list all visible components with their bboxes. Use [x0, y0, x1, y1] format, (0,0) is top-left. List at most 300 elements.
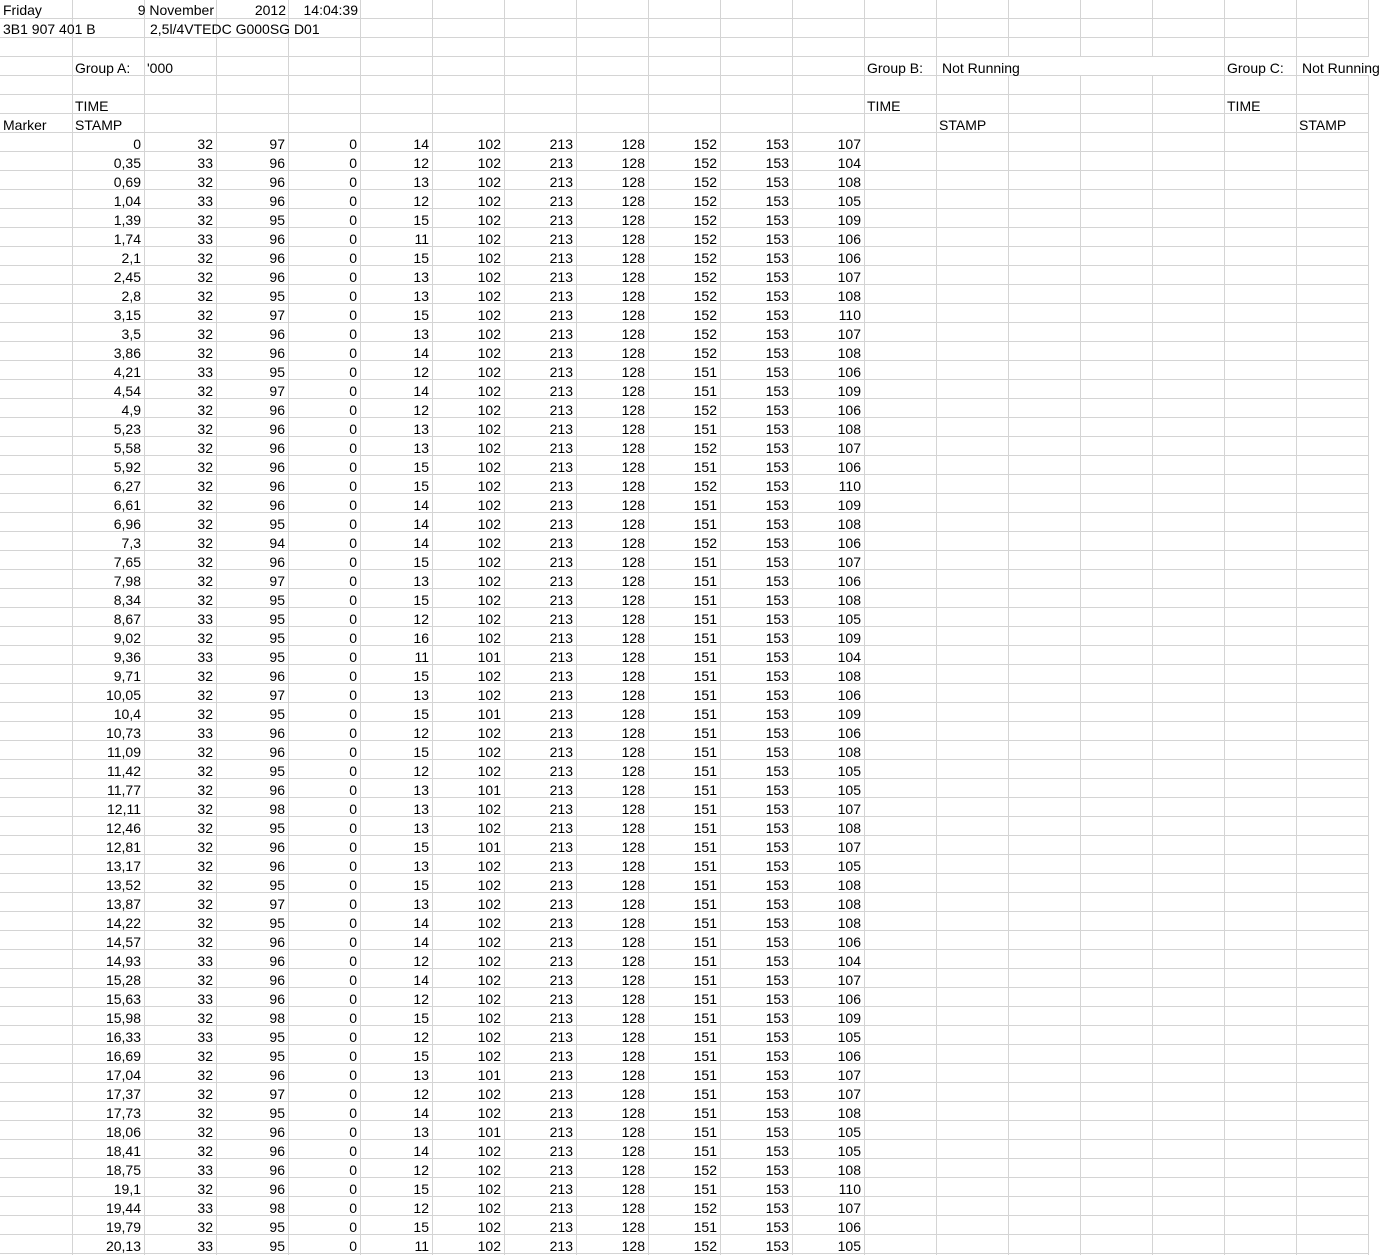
data-cell[interactable]: 105 [837, 1029, 861, 1045]
data-cell[interactable]: 32 [197, 630, 213, 646]
data-cell[interactable]: 151 [693, 1067, 717, 1083]
data-cell[interactable]: 95 [269, 915, 285, 931]
data-cell[interactable]: 96 [269, 1124, 285, 1140]
time-stamp-cell[interactable]: 18,06 [105, 1124, 141, 1140]
data-cell[interactable]: 153 [765, 839, 789, 855]
data-cell[interactable]: 101 [477, 706, 501, 722]
time-stamp-cell[interactable]: 19,44 [105, 1200, 141, 1216]
data-cell[interactable]: 153 [765, 155, 789, 171]
data-cell[interactable]: 106 [837, 1048, 861, 1064]
data-cell[interactable]: 15 [413, 877, 429, 893]
data-cell[interactable]: 128 [621, 649, 645, 665]
data-cell[interactable]: 11 [414, 1238, 429, 1254]
data-cell[interactable]: 153 [765, 174, 789, 190]
data-cell[interactable]: 109 [837, 1010, 861, 1026]
time-stamp-cell[interactable]: 2,8 [121, 288, 141, 304]
data-cell[interactable]: 213 [549, 250, 573, 266]
time-stamp-cell[interactable]: 15,28 [105, 972, 141, 988]
data-cell[interactable]: 151 [693, 991, 717, 1007]
data-cell[interactable]: 0 [349, 326, 357, 342]
data-cell[interactable]: 14 [413, 516, 429, 532]
data-cell[interactable]: 128 [621, 193, 645, 209]
data-cell[interactable]: 128 [621, 345, 645, 361]
data-cell[interactable]: 0 [349, 554, 357, 570]
data-cell[interactable]: 108 [837, 592, 861, 608]
data-cell[interactable]: 105 [837, 858, 861, 874]
data-cell[interactable]: 110 [838, 1181, 861, 1197]
data-cell[interactable]: 102 [477, 212, 501, 228]
data-cell[interactable]: 97 [269, 136, 285, 152]
data-cell[interactable]: 32 [197, 459, 213, 475]
time-stamp-cell[interactable]: 13,52 [105, 877, 141, 893]
data-cell[interactable]: 128 [621, 497, 645, 513]
data-cell[interactable]: 11 [414, 231, 429, 247]
time-stamp-cell[interactable]: 2,45 [113, 269, 141, 285]
data-cell[interactable]: 102 [477, 991, 501, 1007]
data-cell[interactable]: 128 [621, 326, 645, 342]
data-cell[interactable]: 12 [413, 1086, 429, 1102]
data-cell[interactable]: 151 [693, 1143, 717, 1159]
data-cell[interactable]: 106 [837, 573, 861, 589]
data-cell[interactable]: 0 [349, 611, 357, 627]
time-stamp-cell[interactable]: 10,05 [105, 687, 141, 703]
group-a-time-header[interactable]: TIME [75, 98, 109, 114]
data-cell[interactable]: 32 [197, 839, 213, 855]
data-cell[interactable]: 0 [349, 858, 357, 874]
data-cell[interactable]: 102 [477, 1200, 501, 1216]
data-cell[interactable]: 0 [349, 801, 357, 817]
data-cell[interactable]: 0 [349, 668, 357, 684]
time-stamp-cell[interactable]: 16,69 [105, 1048, 141, 1064]
data-cell[interactable]: 108 [837, 1105, 861, 1121]
data-cell[interactable]: 213 [549, 1086, 573, 1102]
data-cell[interactable]: 151 [693, 896, 717, 912]
data-cell[interactable]: 0 [349, 991, 357, 1007]
data-cell[interactable]: 13 [413, 801, 429, 817]
data-cell[interactable]: 152 [693, 174, 717, 190]
data-cell[interactable]: 153 [765, 497, 789, 513]
data-cell[interactable]: 96 [269, 250, 285, 266]
data-cell[interactable]: 0 [349, 744, 357, 760]
data-cell[interactable]: 12 [413, 1029, 429, 1045]
data-cell[interactable]: 108 [837, 1162, 861, 1178]
data-cell[interactable]: 213 [549, 820, 573, 836]
time-stamp-cell[interactable]: 12,46 [105, 820, 141, 836]
time-stamp-cell[interactable]: 7,65 [113, 554, 141, 570]
data-cell[interactable]: 102 [477, 307, 501, 323]
data-cell[interactable]: 153 [765, 136, 789, 152]
time-stamp-cell[interactable]: 5,92 [113, 459, 141, 475]
time-stamp-cell[interactable]: 8,34 [113, 592, 141, 608]
data-cell[interactable]: 213 [549, 174, 573, 190]
data-cell[interactable]: 107 [837, 1086, 861, 1102]
data-cell[interactable]: 15 [413, 668, 429, 684]
data-cell[interactable]: 153 [765, 1181, 789, 1197]
data-cell[interactable]: 105 [837, 763, 861, 779]
data-cell[interactable]: 97 [269, 383, 285, 399]
data-cell[interactable]: 213 [549, 1238, 573, 1254]
time-stamp-cell[interactable]: 15,98 [105, 1010, 141, 1026]
data-cell[interactable]: 96 [269, 991, 285, 1007]
data-cell[interactable]: 213 [549, 1048, 573, 1064]
data-cell[interactable]: 0 [349, 535, 357, 551]
data-cell[interactable]: 102 [477, 554, 501, 570]
data-cell[interactable]: 13 [413, 858, 429, 874]
data-cell[interactable]: 105 [837, 611, 861, 627]
data-cell[interactable]: 151 [693, 725, 717, 741]
data-cell[interactable]: 96 [269, 269, 285, 285]
data-cell[interactable]: 102 [477, 1048, 501, 1064]
data-cell[interactable]: 213 [549, 345, 573, 361]
data-cell[interactable]: 102 [477, 516, 501, 532]
data-cell[interactable]: 109 [837, 383, 861, 399]
data-cell[interactable]: 213 [549, 573, 573, 589]
time-stamp-cell[interactable]: 13,87 [105, 896, 141, 912]
data-cell[interactable]: 151 [693, 611, 717, 627]
time-stamp-cell[interactable]: 1,04 [113, 193, 141, 209]
data-cell[interactable]: 106 [837, 1219, 861, 1235]
time-stamp-cell[interactable]: 1,39 [113, 212, 141, 228]
day-cell[interactable]: Friday [3, 2, 42, 18]
time-stamp-cell[interactable]: 9,36 [113, 649, 141, 665]
data-cell[interactable]: 0 [349, 877, 357, 893]
data-cell[interactable]: 128 [621, 782, 645, 798]
data-cell[interactable]: 109 [837, 212, 861, 228]
data-cell[interactable]: 106 [837, 364, 861, 380]
time-stamp-cell[interactable]: 4,9 [121, 402, 141, 418]
data-cell[interactable]: 152 [693, 307, 717, 323]
data-cell[interactable]: 128 [621, 1067, 645, 1083]
data-cell[interactable]: 110 [838, 307, 861, 323]
data-cell[interactable]: 128 [621, 573, 645, 589]
data-cell[interactable]: 102 [477, 459, 501, 475]
data-cell[interactable]: 102 [477, 630, 501, 646]
data-cell[interactable]: 151 [693, 877, 717, 893]
data-cell[interactable]: 96 [269, 972, 285, 988]
data-cell[interactable]: 151 [693, 668, 717, 684]
data-cell[interactable]: 128 [621, 1124, 645, 1140]
data-cell[interactable]: 32 [197, 478, 213, 494]
data-cell[interactable]: 12 [413, 953, 429, 969]
data-cell[interactable]: 32 [197, 763, 213, 779]
data-cell[interactable]: 15 [413, 1010, 429, 1026]
data-cell[interactable]: 109 [837, 706, 861, 722]
data-cell[interactable]: 32 [197, 421, 213, 437]
data-cell[interactable]: 96 [269, 744, 285, 760]
data-cell[interactable]: 107 [837, 136, 861, 152]
group-c-value[interactable]: Not Running [1302, 60, 1380, 76]
data-cell[interactable]: 213 [549, 231, 573, 247]
data-cell[interactable]: 128 [621, 402, 645, 418]
data-cell[interactable]: 153 [765, 668, 789, 684]
data-cell[interactable]: 105 [837, 1124, 861, 1140]
data-cell[interactable]: 102 [477, 1162, 501, 1178]
data-cell[interactable]: 106 [837, 934, 861, 950]
data-cell[interactable]: 153 [765, 1067, 789, 1083]
data-cell[interactable]: 96 [269, 554, 285, 570]
data-cell[interactable]: 213 [549, 1124, 573, 1140]
data-cell[interactable]: 151 [693, 554, 717, 570]
data-cell[interactable]: 213 [549, 326, 573, 342]
data-cell[interactable]: 102 [477, 345, 501, 361]
data-cell[interactable]: 152 [693, 231, 717, 247]
data-cell[interactable]: 153 [765, 592, 789, 608]
data-cell[interactable]: 96 [269, 1067, 285, 1083]
data-cell[interactable]: 151 [693, 630, 717, 646]
data-cell[interactable]: 213 [549, 687, 573, 703]
data-cell[interactable]: 32 [197, 782, 213, 798]
data-cell[interactable]: 213 [549, 1105, 573, 1121]
data-cell[interactable]: 96 [269, 1181, 285, 1197]
data-cell[interactable]: 95 [269, 877, 285, 893]
time-stamp-cell[interactable]: 12,11 [107, 801, 141, 817]
data-cell[interactable]: 151 [693, 934, 717, 950]
data-cell[interactable]: 151 [693, 1181, 717, 1197]
data-cell[interactable]: 97 [269, 307, 285, 323]
data-cell[interactable]: 12 [413, 725, 429, 741]
data-cell[interactable]: 152 [693, 212, 717, 228]
time-stamp-cell[interactable]: 8,67 [113, 611, 141, 627]
data-cell[interactable]: 32 [197, 1105, 213, 1121]
data-cell[interactable]: 95 [269, 1048, 285, 1064]
data-cell[interactable]: 128 [621, 1029, 645, 1045]
data-cell[interactable]: 0 [349, 953, 357, 969]
data-cell[interactable]: 105 [837, 782, 861, 798]
time-stamp-cell[interactable]: 15,63 [105, 991, 141, 1007]
data-cell[interactable]: 32 [197, 687, 213, 703]
data-cell[interactable]: 213 [549, 440, 573, 456]
data-cell[interactable]: 153 [765, 307, 789, 323]
data-cell[interactable]: 153 [765, 459, 789, 475]
data-cell[interactable]: 128 [621, 212, 645, 228]
data-cell[interactable]: 104 [837, 649, 861, 665]
data-cell[interactable]: 108 [837, 345, 861, 361]
data-cell[interactable]: 102 [477, 1181, 501, 1197]
data-cell[interactable]: 0 [349, 155, 357, 171]
data-cell[interactable]: 105 [837, 1238, 861, 1254]
data-cell[interactable]: 102 [477, 326, 501, 342]
data-cell[interactable]: 213 [549, 915, 573, 931]
data-cell[interactable]: 213 [549, 649, 573, 665]
data-cell[interactable]: 213 [549, 1162, 573, 1178]
data-cell[interactable]: 213 [549, 497, 573, 513]
data-cell[interactable]: 0 [349, 820, 357, 836]
data-cell[interactable]: 153 [765, 478, 789, 494]
time-stamp-cell[interactable]: 11,42 [107, 763, 141, 779]
date-cell[interactable]: 9 November [137, 2, 214, 18]
data-cell[interactable]: 0 [349, 174, 357, 190]
time-stamp-cell[interactable]: 17,73 [105, 1105, 141, 1121]
data-cell[interactable]: 153 [765, 1086, 789, 1102]
data-cell[interactable]: 213 [549, 307, 573, 323]
data-cell[interactable]: 32 [197, 820, 213, 836]
data-cell[interactable]: 102 [477, 535, 501, 551]
data-cell[interactable]: 12 [413, 763, 429, 779]
data-cell[interactable]: 97 [269, 896, 285, 912]
data-cell[interactable]: 213 [549, 136, 573, 152]
data-cell[interactable]: 96 [269, 402, 285, 418]
data-cell[interactable]: 32 [197, 516, 213, 532]
data-cell[interactable]: 102 [477, 231, 501, 247]
data-cell[interactable]: 151 [693, 516, 717, 532]
data-cell[interactable]: 102 [477, 668, 501, 684]
data-cell[interactable]: 151 [693, 592, 717, 608]
data-cell[interactable]: 0 [349, 839, 357, 855]
data-cell[interactable]: 153 [765, 687, 789, 703]
data-cell[interactable]: 0 [349, 402, 357, 418]
time-stamp-cell[interactable]: 9,02 [113, 630, 141, 646]
data-cell[interactable]: 213 [549, 1010, 573, 1026]
data-cell[interactable]: 153 [765, 744, 789, 760]
data-cell[interactable]: 213 [549, 212, 573, 228]
data-cell[interactable]: 153 [765, 763, 789, 779]
data-cell[interactable]: 33 [197, 1162, 213, 1178]
data-cell[interactable]: 151 [693, 839, 717, 855]
data-cell[interactable]: 15 [413, 478, 429, 494]
data-cell[interactable]: 128 [621, 630, 645, 646]
data-cell[interactable]: 0 [349, 497, 357, 513]
data-cell[interactable]: 153 [765, 630, 789, 646]
data-cell[interactable]: 32 [197, 592, 213, 608]
data-cell[interactable]: 0 [349, 687, 357, 703]
marker-header[interactable]: Marker [3, 117, 47, 133]
data-cell[interactable]: 0 [349, 592, 357, 608]
data-cell[interactable]: 128 [621, 858, 645, 874]
data-cell[interactable]: 0 [349, 1029, 357, 1045]
group-a-stamp-header[interactable]: STAMP [75, 117, 123, 133]
data-cell[interactable]: 128 [621, 763, 645, 779]
data-cell[interactable]: 13 [413, 269, 429, 285]
data-cell[interactable]: 153 [765, 440, 789, 456]
data-cell[interactable]: 102 [477, 269, 501, 285]
data-cell[interactable]: 102 [477, 497, 501, 513]
group-c-label[interactable]: Group C: [1227, 60, 1284, 76]
data-cell[interactable]: 152 [693, 193, 717, 209]
data-cell[interactable]: 213 [549, 953, 573, 969]
data-cell[interactable]: 128 [621, 1219, 645, 1235]
data-cell[interactable]: 153 [765, 1105, 789, 1121]
data-cell[interactable]: 32 [197, 136, 213, 152]
data-cell[interactable]: 32 [197, 1067, 213, 1083]
data-cell[interactable]: 95 [269, 1105, 285, 1121]
data-cell[interactable]: 128 [621, 1048, 645, 1064]
data-cell[interactable]: 151 [693, 1029, 717, 1045]
data-cell[interactable]: 151 [693, 1048, 717, 1064]
data-cell[interactable]: 0 [349, 573, 357, 589]
data-cell[interactable]: 32 [197, 497, 213, 513]
data-cell[interactable]: 128 [621, 364, 645, 380]
data-cell[interactable]: 32 [197, 1143, 213, 1159]
data-cell[interactable]: 151 [693, 459, 717, 475]
data-cell[interactable]: 102 [477, 1238, 501, 1254]
data-cell[interactable]: 102 [477, 744, 501, 760]
data-cell[interactable]: 0 [349, 383, 357, 399]
time-stamp-cell[interactable]: 3,15 [113, 307, 141, 323]
data-cell[interactable]: 105 [837, 1143, 861, 1159]
data-cell[interactable]: 102 [477, 592, 501, 608]
data-cell[interactable]: 32 [197, 744, 213, 760]
data-cell[interactable]: 12 [413, 155, 429, 171]
data-cell[interactable]: 95 [269, 706, 285, 722]
data-cell[interactable]: 102 [477, 573, 501, 589]
data-cell[interactable]: 107 [837, 554, 861, 570]
data-cell[interactable]: 213 [549, 364, 573, 380]
year-cell[interactable]: 2012 [254, 2, 286, 18]
time-stamp-cell[interactable]: 0,69 [113, 174, 141, 190]
data-cell[interactable]: 128 [621, 250, 645, 266]
data-cell[interactable]: 0 [349, 421, 357, 437]
data-cell[interactable]: 128 [621, 953, 645, 969]
data-cell[interactable]: 13 [413, 782, 429, 798]
data-cell[interactable]: 32 [197, 668, 213, 684]
data-cell[interactable]: 14 [413, 383, 429, 399]
data-cell[interactable]: 128 [621, 611, 645, 627]
data-cell[interactable]: 213 [549, 668, 573, 684]
data-cell[interactable]: 33 [197, 364, 213, 380]
data-cell[interactable]: 102 [477, 193, 501, 209]
data-cell[interactable]: 153 [765, 1048, 789, 1064]
time-stamp-cell[interactable]: 0,35 [113, 155, 141, 171]
data-cell[interactable]: 0 [349, 934, 357, 950]
data-cell[interactable]: 96 [269, 782, 285, 798]
data-cell[interactable]: 102 [477, 858, 501, 874]
time-stamp-cell[interactable]: 14,57 [105, 934, 141, 950]
data-cell[interactable]: 102 [477, 611, 501, 627]
data-cell[interactable]: 153 [765, 212, 789, 228]
ecu-id-cell[interactable]: 2,5l/4VTEDC G000SG D01 [150, 21, 320, 37]
data-cell[interactable]: 15 [413, 459, 429, 475]
data-cell[interactable]: 0 [349, 193, 357, 209]
data-cell[interactable]: 13 [413, 1067, 429, 1083]
data-cell[interactable]: 32 [197, 288, 213, 304]
data-cell[interactable]: 108 [837, 174, 861, 190]
data-cell[interactable]: 213 [549, 782, 573, 798]
data-cell[interactable]: 14 [413, 535, 429, 551]
group-b-stamp-header[interactable]: STAMP [939, 117, 987, 133]
data-cell[interactable]: 14 [413, 915, 429, 931]
time-stamp-cell[interactable]: 11,09 [107, 744, 141, 760]
data-cell[interactable]: 33 [197, 231, 213, 247]
data-cell[interactable]: 0 [349, 1238, 357, 1254]
data-cell[interactable]: 153 [765, 193, 789, 209]
data-cell[interactable]: 153 [765, 858, 789, 874]
data-cell[interactable]: 213 [549, 554, 573, 570]
data-cell[interactable]: 128 [621, 706, 645, 722]
data-cell[interactable]: 152 [693, 1200, 717, 1216]
data-cell[interactable]: 32 [197, 877, 213, 893]
data-cell[interactable]: 102 [477, 725, 501, 741]
data-cell[interactable]: 32 [197, 307, 213, 323]
data-cell[interactable]: 151 [693, 744, 717, 760]
data-cell[interactable]: 104 [837, 953, 861, 969]
time-stamp-cell[interactable]: 6,27 [113, 478, 141, 494]
data-cell[interactable]: 153 [765, 231, 789, 247]
data-cell[interactable]: 0 [349, 915, 357, 931]
data-cell[interactable]: 213 [549, 1181, 573, 1197]
data-cell[interactable]: 12 [413, 1200, 429, 1216]
data-cell[interactable]: 32 [197, 972, 213, 988]
data-cell[interactable]: 213 [549, 1219, 573, 1235]
data-cell[interactable]: 153 [765, 288, 789, 304]
data-cell[interactable]: 0 [349, 782, 357, 798]
data-cell[interactable]: 14 [413, 934, 429, 950]
time-stamp-cell[interactable]: 5,58 [113, 440, 141, 456]
data-cell[interactable]: 128 [621, 383, 645, 399]
data-cell[interactable]: 108 [837, 820, 861, 836]
data-cell[interactable]: 13 [413, 820, 429, 836]
data-cell[interactable]: 102 [477, 763, 501, 779]
data-cell[interactable]: 33 [197, 725, 213, 741]
